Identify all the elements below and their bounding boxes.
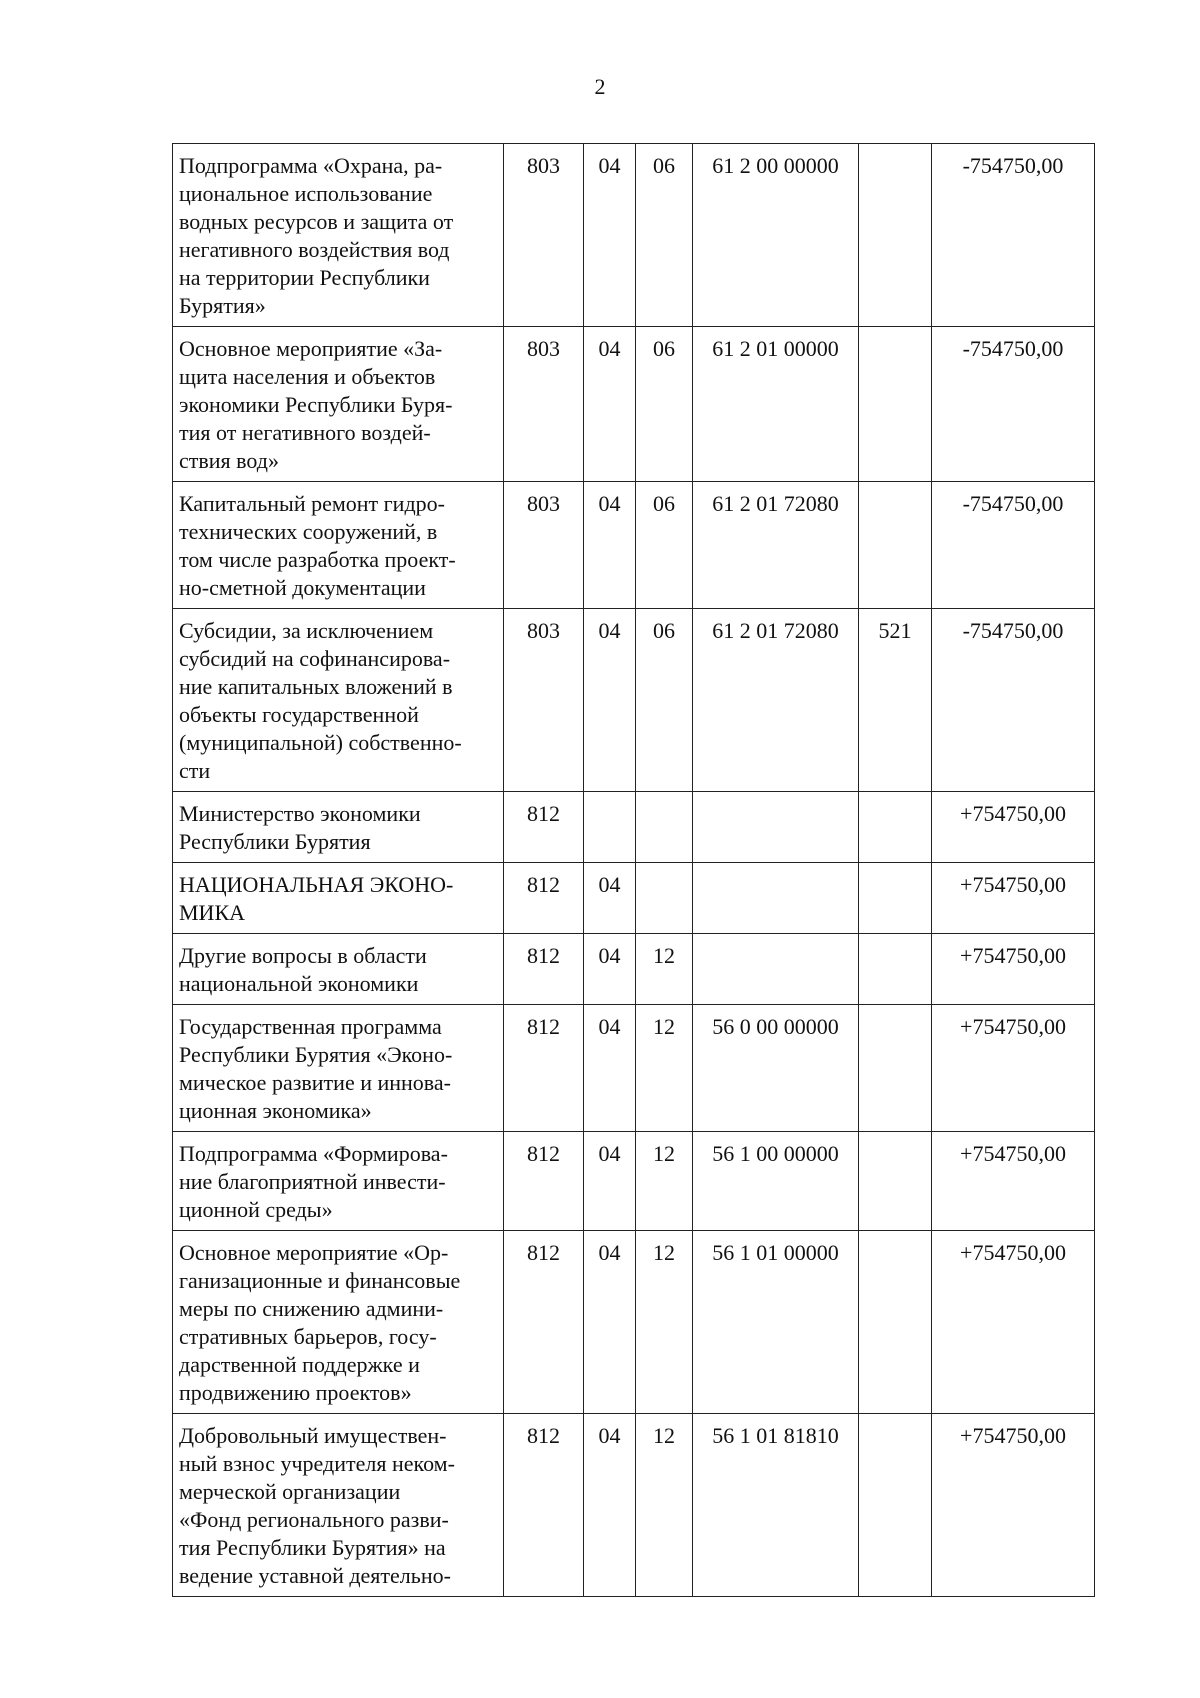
cell-name-line: ганизационные и финансовые [179, 1268, 461, 1293]
cell-name-line: Капитальный ремонт гидро- [179, 491, 445, 516]
cell-name-line: Подпрограмма «Охрана, ра- [179, 153, 443, 178]
cell-name-line: ционная экономика» [179, 1098, 372, 1123]
table-row [173, 863, 1095, 934]
cell-name-line: технических сооружений, в [179, 519, 438, 544]
cell-name-line: НАЦИОНАЛЬНАЯ ЭКОНО- [179, 872, 454, 897]
cell-expense-type [859, 1414, 932, 1597]
cell-subsection [636, 792, 693, 863]
cell-name-line: Другие вопросы в области [179, 943, 427, 968]
cell-name-line: дарственной поддержке и [179, 1352, 420, 1377]
cell-target-article [693, 934, 859, 1005]
budget-table-body [173, 144, 1095, 1597]
cell-name-line: щита населения и объектов [179, 364, 436, 389]
cell-subsection: 06 [636, 482, 693, 609]
table-row [173, 482, 1095, 609]
cell-name-line: ствия вод» [179, 448, 279, 473]
cell-section: 04 [584, 934, 636, 1005]
cell-ministry-code: 812 [504, 1231, 584, 1414]
budget-table [172, 143, 1095, 1597]
cell-name [173, 144, 504, 327]
cell-expense-type [859, 327, 932, 482]
cell-name-line: меры по снижению админи- [179, 1296, 444, 1321]
cell-ministry-code: 812 [504, 934, 584, 1005]
cell-section: 04 [584, 144, 636, 327]
cell-name-line: Добровольный имуществен- [179, 1423, 447, 1448]
cell-name-line: Подпрограмма «Формирова- [179, 1141, 448, 1166]
cell-name-line: ционной среды» [179, 1197, 333, 1222]
cell-expense-type [859, 863, 932, 934]
table-row [173, 1231, 1095, 1414]
cell-name-line: ведение уставной деятельно- [179, 1563, 451, 1588]
cell-ministry-code: 803 [504, 609, 584, 792]
cell-name [173, 863, 504, 934]
cell-expense-type [859, 1231, 932, 1414]
cell-name-line: ние капитальных вложений в [179, 674, 453, 699]
cell-section [584, 792, 636, 863]
cell-section: 04 [584, 863, 636, 934]
cell-section: 04 [584, 609, 636, 792]
cell-section: 04 [584, 1005, 636, 1132]
cell-sum: +754750,00 [932, 1005, 1095, 1132]
cell-name [173, 1414, 504, 1597]
cell-name-line: тия Республики Бурятия» на [179, 1535, 446, 1560]
cell-name-line: «Фонд регионального разви- [179, 1507, 449, 1532]
cell-name-line: (муниципальной) собственно- [179, 730, 462, 755]
table-row [173, 327, 1095, 482]
cell-name-line: Республики Бурятия «Эконо- [179, 1042, 453, 1067]
cell-expense-type [859, 144, 932, 327]
cell-sum: -754750,00 [932, 609, 1095, 792]
cell-name-line: Государственная программа [179, 1014, 442, 1039]
cell-sum: -754750,00 [932, 327, 1095, 482]
cell-subsection: 12 [636, 1005, 693, 1132]
cell-name-line: объекты государственной [179, 702, 419, 727]
page-number: 2 [594, 74, 606, 99]
cell-expense-type [859, 482, 932, 609]
cell-ministry-code: 812 [504, 792, 584, 863]
cell-target-article: 61 2 00 00000 [693, 144, 859, 327]
cell-name [173, 482, 504, 609]
cell-target-article: 56 1 01 00000 [693, 1231, 859, 1414]
table-row [173, 934, 1095, 1005]
cell-sum: +754750,00 [932, 1414, 1095, 1597]
cell-sum: -754750,00 [932, 482, 1095, 609]
cell-name-line: том числе разработка проект- [179, 547, 456, 572]
cell-ministry-code: 812 [504, 1132, 584, 1231]
cell-name-line: циональное использование [179, 181, 433, 206]
cell-sum: +754750,00 [932, 1231, 1095, 1414]
cell-subsection: 12 [636, 1414, 693, 1597]
cell-section: 04 [584, 1132, 636, 1231]
cell-name-line: но-сметной документации [179, 575, 426, 600]
cell-name-line: мерческой организации [179, 1479, 401, 1504]
cell-ministry-code: 803 [504, 327, 584, 482]
cell-sum: +754750,00 [932, 792, 1095, 863]
cell-name [173, 934, 504, 1005]
cell-name-line: МИКА [179, 900, 246, 925]
cell-section: 04 [584, 1414, 636, 1597]
cell-target-article: 56 1 01 81810 [693, 1414, 859, 1597]
cell-ministry-code: 812 [504, 1005, 584, 1132]
cell-expense-type [859, 934, 932, 1005]
cell-target-article [693, 863, 859, 934]
cell-name [173, 1005, 504, 1132]
cell-target-article: 61 2 01 00000 [693, 327, 859, 482]
cell-sum: +754750,00 [932, 934, 1095, 1005]
cell-name-line: Основное мероприятие «Ор- [179, 1240, 449, 1265]
cell-name-line: Основное мероприятие «За- [179, 336, 443, 361]
cell-target-article: 56 1 00 00000 [693, 1132, 859, 1231]
cell-name-line: стративных барьеров, госу- [179, 1324, 437, 1349]
table-row [173, 1132, 1095, 1231]
cell-name-line: национальной экономики [179, 971, 419, 996]
cell-ministry-code: 803 [504, 482, 584, 609]
cell-name-line: Субсидии, за исключением [179, 618, 434, 643]
cell-expense-type [859, 1005, 932, 1132]
cell-subsection: 06 [636, 144, 693, 327]
table-row [173, 144, 1095, 327]
cell-name-line: Бурятия» [179, 293, 266, 318]
cell-subsection: 06 [636, 327, 693, 482]
table-row [173, 1414, 1095, 1597]
cell-name-line: тия от негативного воздей- [179, 420, 431, 445]
table-row [173, 609, 1095, 792]
cell-name-line: продвижению проектов» [179, 1380, 412, 1405]
cell-name [173, 792, 504, 863]
cell-subsection [636, 863, 693, 934]
cell-target-article [693, 792, 859, 863]
cell-expense-type: 521 [859, 609, 932, 792]
cell-section: 04 [584, 482, 636, 609]
cell-expense-type [859, 1132, 932, 1231]
cell-name-line: субсидий на софинансирова- [179, 646, 451, 671]
cell-sum: -754750,00 [932, 144, 1095, 327]
cell-name-line: водных ресурсов и защита от [179, 209, 454, 234]
cell-name [173, 327, 504, 482]
table-row [173, 792, 1095, 863]
cell-name-line: Министерство экономики [179, 801, 421, 826]
cell-ministry-code: 803 [504, 144, 584, 327]
cell-target-article: 61 2 01 72080 [693, 609, 859, 792]
cell-name-line: Республики Бурятия [179, 829, 371, 854]
cell-sum: +754750,00 [932, 1132, 1095, 1231]
cell-name [173, 1132, 504, 1231]
cell-subsection: 12 [636, 934, 693, 1005]
cell-ministry-code: 812 [504, 863, 584, 934]
cell-sum: +754750,00 [932, 863, 1095, 934]
cell-section: 04 [584, 1231, 636, 1414]
cell-name [173, 609, 504, 792]
cell-name [173, 1231, 504, 1414]
cell-section: 04 [584, 327, 636, 482]
cell-expense-type [859, 792, 932, 863]
cell-name-line: экономики Республики Буря- [179, 392, 453, 417]
cell-name-line: на территории Республики [179, 265, 430, 290]
cell-target-article: 56 0 00 00000 [693, 1005, 859, 1132]
cell-name-line: сти [179, 758, 211, 783]
cell-subsection: 06 [636, 609, 693, 792]
cell-target-article: 61 2 01 72080 [693, 482, 859, 609]
cell-subsection: 12 [636, 1132, 693, 1231]
cell-ministry-code: 812 [504, 1414, 584, 1597]
cell-name-line: ние благоприятной инвести- [179, 1169, 446, 1194]
cell-name-line: ный взнос учредителя неком- [179, 1451, 455, 1476]
table-row [173, 1005, 1095, 1132]
cell-name-line: негативного воздействия вод [179, 237, 450, 262]
cell-name-line: мическое развитие и иннова- [179, 1070, 451, 1095]
cell-subsection: 12 [636, 1231, 693, 1414]
